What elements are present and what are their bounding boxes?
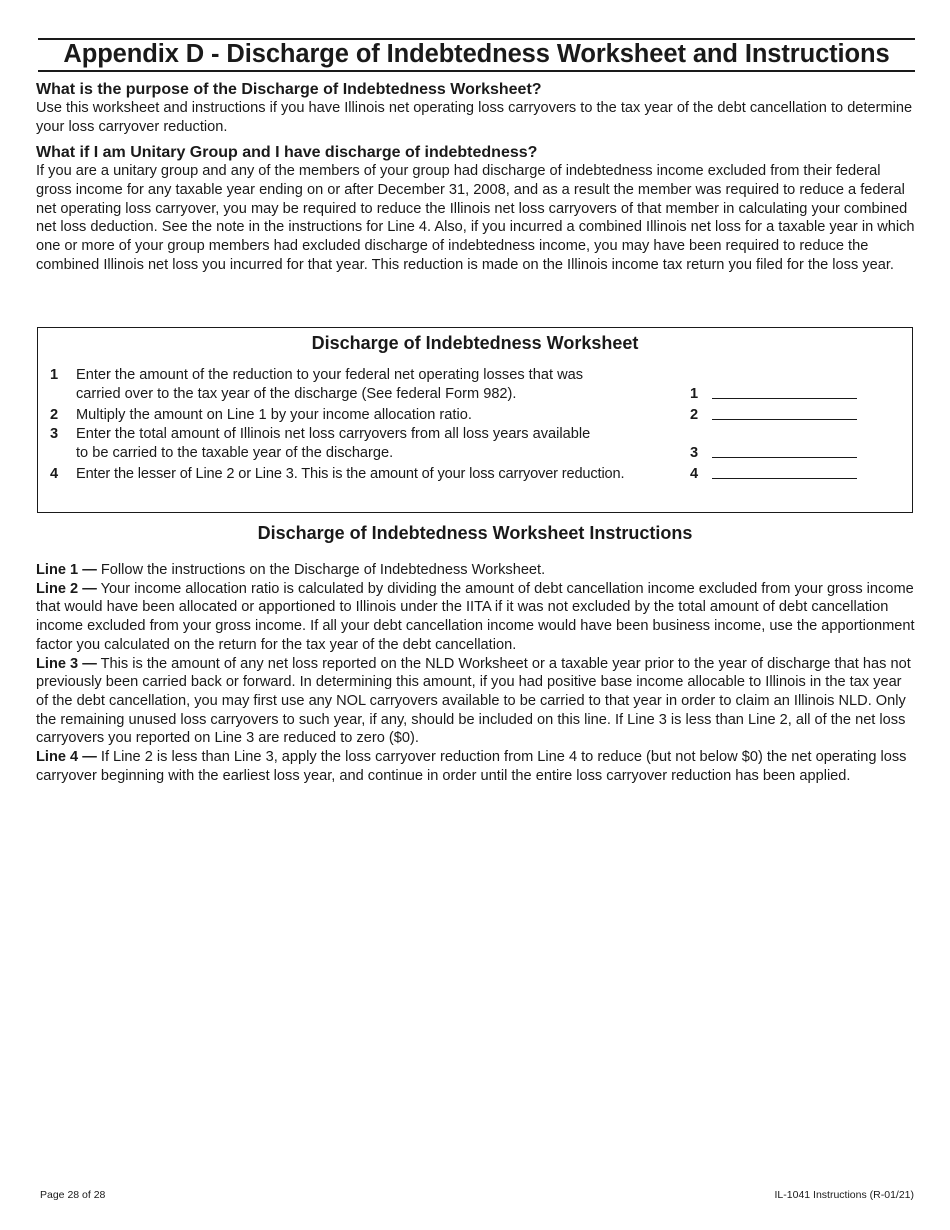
instructions-title: Discharge of Indebtedness Worksheet Instructions (257, 523, 693, 543)
instruction-line-1 (36, 561, 916, 580)
line-ref-number: 1 (690, 385, 699, 402)
purpose-body: Use this worksheet and instructions if you have Illinois net operating loss carryovers to the tax year of the debt cancellation to determine your loss carryover reduction. (36, 100, 913, 135)
instruction-label: Line 4 — (36, 749, 97, 766)
worksheet-line-4 (38, 465, 912, 484)
instruction-text: Follow the instructions on the Discharge of Indebtedness Worksheet. (100, 562, 546, 578)
unitary-section (36, 143, 916, 275)
purpose-section (36, 80, 916, 137)
page-title: Appendix D - Discharge of Indebtedness Worksheet and Instructions (63, 40, 890, 68)
instruction-text: If Line 2 is less than Line 3, apply the loss carryover reduction from Line 4 to reduce (but not below $0) the net operating loss carryover beginning with the earliest loss year, and continue in order until the entire loss carryover reduction has been applied. (36, 749, 907, 784)
purpose-heading: What is the purpose of the Discharge of Indebtedness Worksheet? (36, 81, 542, 98)
worksheet-line-3 (38, 425, 912, 463)
line-2-amount-field[interactable] (712, 406, 857, 420)
worksheet-line-2 (38, 406, 912, 425)
instruction-line-3 (36, 655, 916, 749)
page-number: Page 28 of 28 (40, 1189, 106, 1201)
line-1-amount-field[interactable] (712, 385, 857, 399)
instruction-text: Your income allocation ratio is calculated by dividing the amount of debt cancellation income excluded from your gross income that would have been allocated or apportioned to Illinois under the IITA if it was not excluded by the total amount of debt cancellation income excluded from your gross income. If all your debt cancellation income would have been business income, use the apportionment factor you calculated on the return for the tax year of the debt cancellation. (36, 580, 915, 653)
line-ref-number: 2 (690, 407, 699, 423)
line-number: 4 (50, 466, 59, 482)
line-text: Enter the total amount of Illinois net loss carryovers from all loss years available to be carried to the taxable year of the discharge. (76, 426, 591, 461)
instructions-section (36, 561, 916, 785)
worksheet-box (37, 327, 913, 513)
line-3-amount-field[interactable] (712, 444, 857, 458)
form-identifier: IL-1041 Instructions (R-01/21) (774, 1189, 914, 1201)
line-text: Enter the lesser of Line 2 or Line 3. This is the amount of your loss carryover reduction. (76, 466, 625, 482)
worksheet-line-1 (38, 366, 912, 404)
instruction-text: This is the amount of any net loss reported on the NLD Worksheet or a taxable year prior to the year of discharge that has not previously been carried back or forward. In determining this amount, if you had positive base income allocable to Illinois in the tax year of the debt cancellation, you may first use any NOL carryovers available to be carried to that year in order to claim an Illinois NLD. Only the remaining unused loss carryovers to such year, if any, should be included on this line. If Line 3 is less than Line 2, all of the net loss carryovers you reported on Line 3 are reduced to zero ($0). (36, 655, 911, 747)
instruction-line-2 (36, 580, 916, 655)
title-rule-bottom (38, 70, 915, 72)
line-text: Enter the amount of the reduction to your federal net operating losses that was carried over to the tax year of the discharge (See federal Form 982). (76, 367, 584, 402)
line-number: 3 (50, 426, 59, 442)
line-text: Multiply the amount on Line 1 by your income allocation ratio. (76, 407, 472, 423)
instruction-label: Line 2 — (36, 580, 97, 597)
instruction-label: Line 3 — (36, 655, 97, 672)
instruction-label: Line 1 — (36, 562, 97, 578)
line-4-amount-field[interactable] (712, 465, 857, 479)
line-number: 2 (50, 407, 59, 423)
line-ref-number: 4 (690, 466, 699, 482)
unitary-heading: What if I am Unitary Group and I have discharge of indebtedness? (36, 144, 538, 161)
instruction-line-4 (36, 748, 916, 785)
line-number: 1 (50, 367, 59, 383)
worksheet-title: Discharge of Indebtedness Worksheet (311, 333, 639, 353)
line-ref-number: 3 (690, 444, 699, 461)
unitary-body: If you are a unitary group and any of the members of your group had discharge of indebtedness income excluded from their federal gross income for any taxable year ending on or after December 31, 2008, and as a result the member was required to reduce a federal net operating loss carryover, you may be required to reduce the Illinois net loss carryovers of that member in calculating your combined net loss deduction. See the note in the instructions for Line 4. Also, if you incurred a combined Illinois net loss for a taxable year in which one or more of your group members had excluded discharge of indebtedness income, you may have been required to reduce the combined Illinois net loss you incurred for that year. This reduction is made on the Illinois income tax return you filed for the loss year. (36, 163, 915, 273)
